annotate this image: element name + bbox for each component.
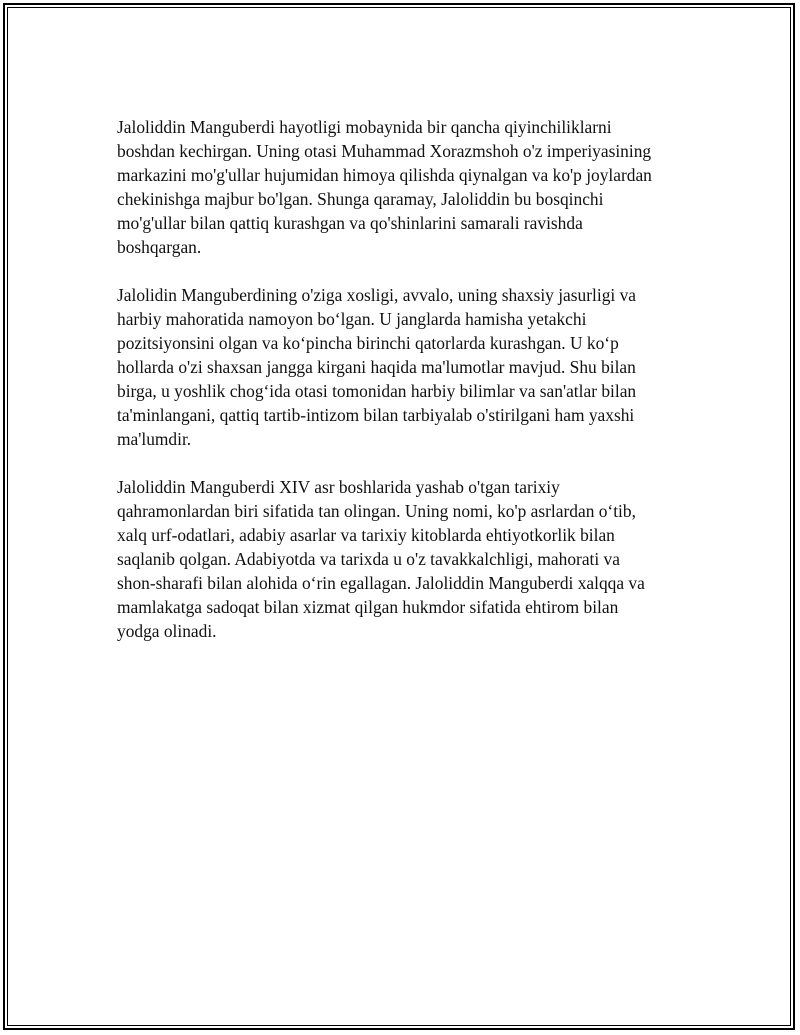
paragraph-2: Jalolidin Manguberdining o'ziga xosligi, avvalo, uning shaxsiy jasurligi va harbiy mahoratida namoyon bo‘lgan. U janglarda hamisha yetakchi pozitsiyonsini olgan va ko‘pincha birinchi qatorlarda kurashgan. U ko‘p hollarda o'zi shaxsan jangga kirgani haqida ma'lumotlar mavjud. Shu bilan birga, u yoshlik chog‘ida otasi tomonidan harbiy bilimlar va san'atlar bilan ta'minlangani, qattiq tartib-intizom bilan tarbiyalab o'stirilgani ham yaxshi ma'lumdir.	[117, 285, 637, 449]
paragraph-3: Jaloliddin Manguberdi XIV asr boshlarida yashab o'tgan tarixiy qahramonlardan biri sifatida tan olingan. Uning nomi, ko'p asrlardan o‘tib, xalq urf-odatlari, adabiy asarlar va tarixiy kitoblarda ehtiyotkorlik bilan saqlanib qolgan. Adabiyotda va tarixda u o'z tavakkalchligi, mahorati va shon-sharafi bilan alohida o‘rin egallagan. Jaloliddin Manguberdi xalqqa va mamlakatga sadoqat bilan xizmat qilgan hukmdor sifatida ehtirom bilan yodga olinadi.	[117, 477, 645, 641]
paragraph-1: Jaloliddin Manguberdi hayotligi mobaynida bir qancha qiyinchiliklarni boshdan kechirgan. Uning otasi Muhammad Xorazmshoh o'z imperiyasining markazini mo'g'ullar hujumidan himoya qilishda qiynalgan va ko'p joylardan chekinishga majbur bo'lgan. Shunga qaramay, Jaloliddin bu bosqinchi mo'g'ullar bilan qattiq kurashgan va qo'shinlarini samarali ravishda boshqargan.	[117, 117, 652, 257]
document-body	[117, 115, 687, 667]
